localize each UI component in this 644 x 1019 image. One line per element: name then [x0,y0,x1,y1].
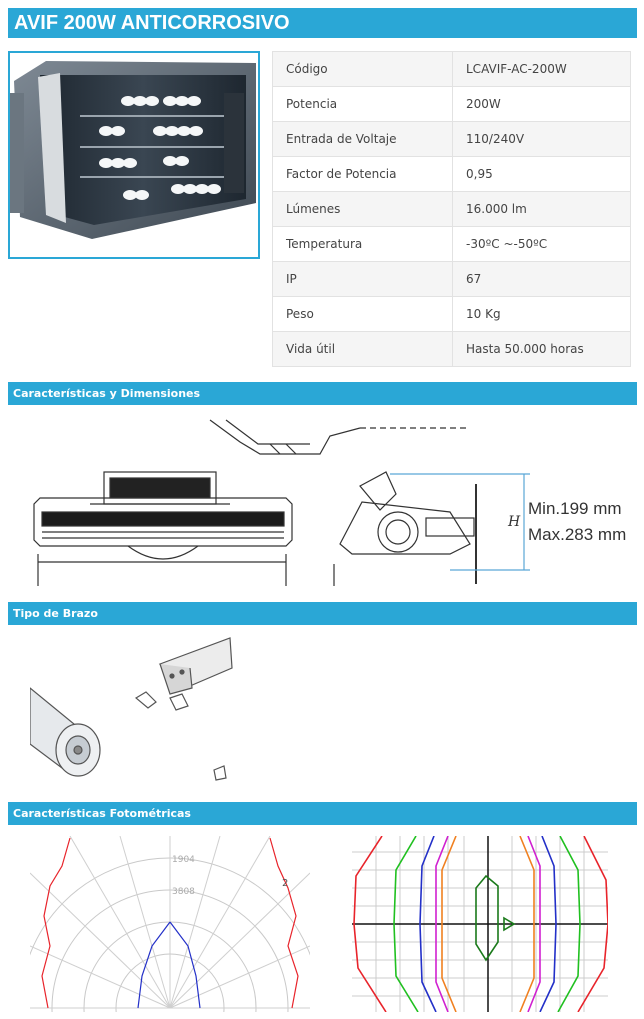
product-title: AVIF 200W ANTICORROSIVO [8,8,637,38]
spec-value: 10 Kg [453,297,631,332]
spec-value: 200W [453,87,631,122]
spec-row [273,227,631,262]
spec-label: Potencia [273,87,453,122]
spec-row [273,332,631,367]
dimension-max: Max.283 mm [528,525,627,544]
product-image [8,51,260,259]
arm-bracket-illustration [30,634,240,794]
spec-label: Factor de Potencia [273,157,453,192]
spec-value: -30ºC ~-50ºC [453,227,631,262]
spec-row [273,52,631,87]
floodlight-illustration [10,53,258,257]
spec-value: Hasta 50.000 horas [453,332,631,367]
spec-row [273,87,631,122]
dimension-min: Min.199 mm [528,499,622,518]
spec-value: 67 [453,262,631,297]
spec-label: IP [273,262,453,297]
spec-row [273,262,631,297]
isolux-diagram [352,836,608,1012]
polar-label-curve: 2 [282,878,289,889]
spec-value: LCAVIF-AC-200W [453,52,631,87]
dimension-drawing [30,414,634,590]
height-symbol: H [508,514,521,530]
spec-label: Peso [273,297,453,332]
spec-table [272,51,631,367]
section-header-photometric: Características Fotométricas [8,802,637,825]
spec-label: Entrada de Voltaje [273,122,453,157]
spec-label: Lúmenes [273,192,453,227]
spec-value: 16.000 lm [453,192,631,227]
section-header-arm: Tipo de Brazo [8,602,637,625]
spec-row [273,192,631,227]
spec-label: Temperatura [273,227,453,262]
spec-row [273,122,631,157]
section-header-dimensions: Características y Dimensiones [8,382,637,405]
spec-label: Vida útil [273,332,453,367]
spec-value: 110/240V [453,122,631,157]
spec-row [273,157,631,192]
polar-label-inner: 3808 [172,887,195,897]
polar-diagram [30,836,310,1012]
polar-label-outer: 1904 [172,855,195,865]
spec-value: 0,95 [453,157,631,192]
spec-row [273,297,631,332]
spec-label: Código [273,52,453,87]
